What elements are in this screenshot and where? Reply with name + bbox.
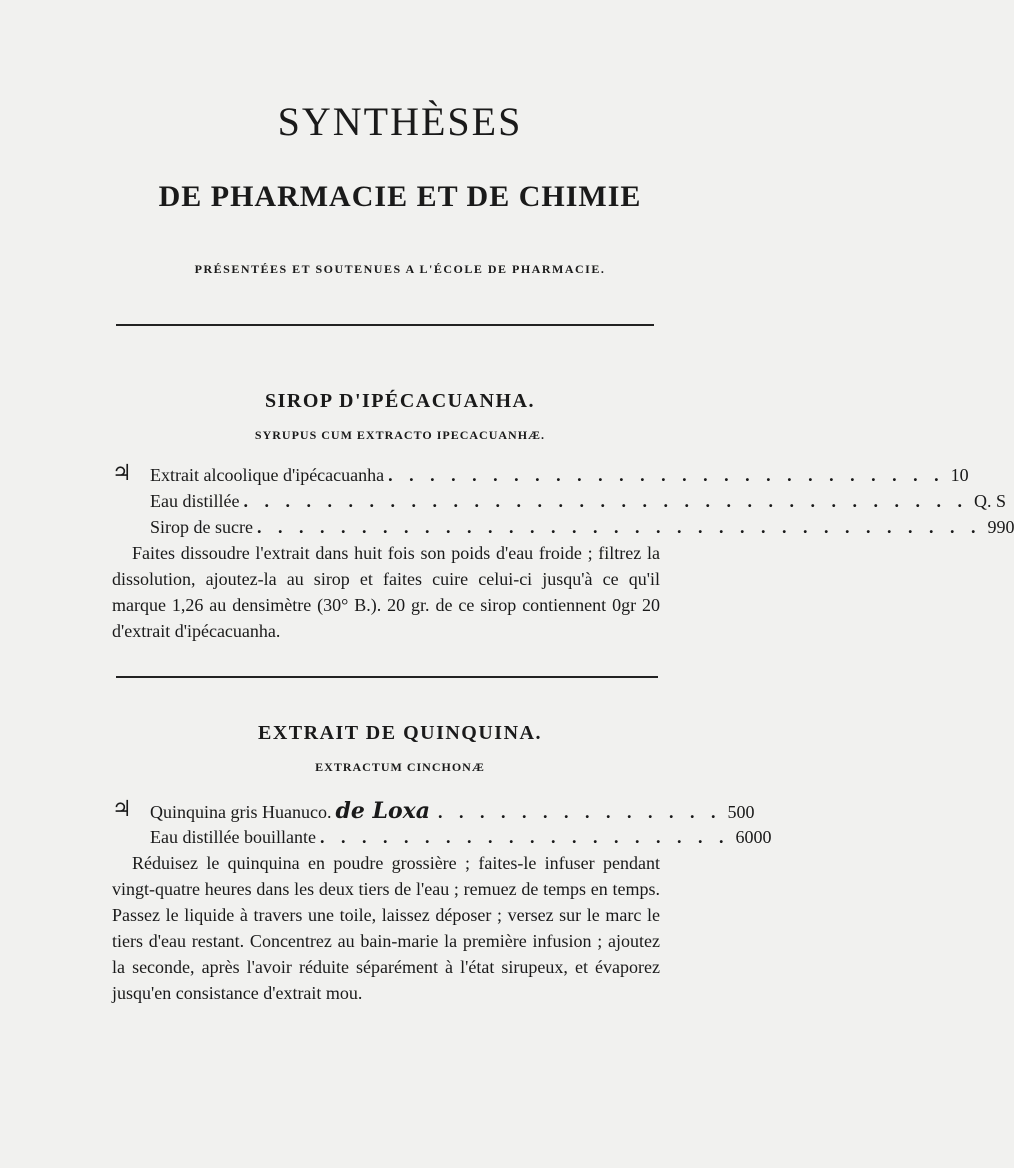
ingredient-row (150, 462, 969, 488)
ingredient-quantity: 6000 (735, 827, 772, 847)
section-instructions: Réduisez le quinquina en poudre grossière ; faites-le infuser pendant vingt-quatre heures dans les deux tiers de l'eau ; remuez de temps en temps. Passez le liquide à travers une toile, laissez déposer ; versez sur le marc le tiers d'eau restant. Concentrez au bain-marie la première infusion ; ajoutez la seconde, après l'avoir réduite séparément à l'état sirupeux, et évaporez jusqu'en consistance d'extrait mou. (112, 853, 660, 1003)
ingredient-name: Sirop de sucre (150, 517, 253, 537)
section-title: SIROP D'IPÉCACUANHA. (264, 390, 536, 412)
leader-dots: . . . . . . . . . . . . . . (438, 802, 722, 822)
ingredient-row (150, 824, 772, 850)
ingredient-row (150, 514, 1014, 540)
section-instructions: Faites dissoudre l'extrait dans huit fois son poids d'eau froide ; filtrez la dissolution, ajoutez-la au sirop et faites cuire celui-ci jusqu'à ce qu'il marque 1,26 au densimètre (30° B.). 20 gr. de ce sirop contiennent 0gr 20 d'extrait d'ipécacuanha. (112, 543, 660, 641)
ingredient-row (150, 798, 755, 824)
handwritten-annotation: de Loxa (335, 798, 431, 824)
ingredient-name: Eau distillée bouillante (150, 827, 316, 847)
page-subtitle: DE PHARMACIE ET DE CHIMIE (158, 180, 642, 213)
recipe-symbol-icon: ♃ (112, 460, 132, 485)
section-latin-title: SYRUPUS CUM EXTRACTO IPECACUANHÆ. (254, 428, 546, 442)
section-latin-title: EXTRACTUM CINCHONÆ (315, 760, 485, 774)
divider-rule (116, 324, 654, 326)
divider-rule (116, 676, 658, 678)
leader-dots: . . . . . . . . . . . . . . . . . . . . . . . . . . . (388, 465, 945, 485)
presented-line: PRÉSENTÉES ET SOUTENUES A L'ÉCOLE DE PHARMACIE. (194, 262, 606, 276)
ingredient-quantity: 10 (950, 465, 969, 485)
ingredient-quantity: 500 (727, 802, 755, 822)
ingredient-row (150, 488, 1006, 514)
ingredient-name: Extrait alcoolique d'ipécacuanha (150, 465, 385, 485)
section-title: EXTRAIT DE QUINQUINA. (258, 722, 542, 744)
leader-dots: . . . . . . . . . . . . . . . . . . . . . . . . . . . . . . . . . . . (256, 517, 982, 537)
page-title: SYNTHÈSES (277, 99, 523, 144)
recipe-symbol-icon: ♃ (112, 796, 132, 821)
leader-dots: . . . . . . . . . . . . . . . . . . . . . . . . . . . . . . . . . . . (243, 491, 968, 511)
ingredient-name: Quinquina gris Huanuco. (150, 802, 332, 822)
ingredient-quantity: Q. S (973, 491, 1006, 511)
leader-dots: . . . . . . . . . . . . . . . . . . . . (319, 827, 730, 847)
ingredient-name: Eau distillée (150, 491, 240, 511)
ingredient-quantity: 990 (987, 517, 1014, 537)
